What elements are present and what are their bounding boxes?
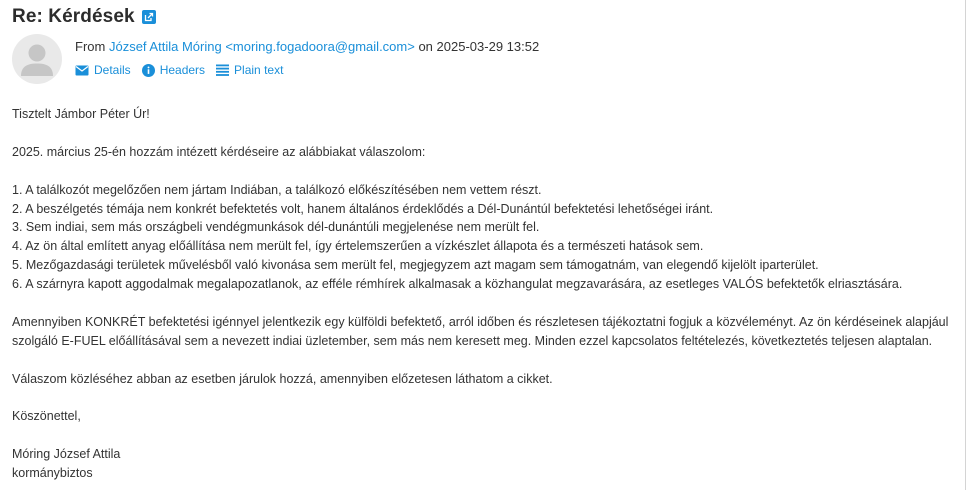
message-subject: Re: Kérdések xyxy=(12,6,135,27)
date-prefix: on xyxy=(418,39,433,54)
user-silhouette-icon xyxy=(12,34,62,84)
answer-item: 4. Az ön által említett anyag előállítása nem merült fel, így értelemszerűen a vízkészlet állapota és a természeti hatások sem. xyxy=(12,239,704,254)
headers-button[interactable] xyxy=(142,63,205,77)
signature-name: Móring József Attila xyxy=(12,447,121,462)
intro-line: 2025. március 25-én hozzám intézett kérdéseire az alábbiakat válaszolom: xyxy=(12,144,426,159)
from-line xyxy=(75,39,539,54)
envelope-icon xyxy=(75,65,89,76)
details-button[interactable] xyxy=(75,63,131,77)
closing: Köszönettel, xyxy=(12,409,81,424)
answer-item: 1. A találkozót megelőzően nem jártam Indiában, a találkozó előkészítésében nem vettem részt. xyxy=(12,182,542,197)
scrollbar-track[interactable] xyxy=(965,0,966,490)
text-lines-icon xyxy=(216,64,229,76)
subject-row xyxy=(12,6,949,28)
plain-text-button[interactable] xyxy=(216,63,283,77)
details-label: Details xyxy=(94,63,131,77)
message-date: 2025-03-29 13:52 xyxy=(436,39,540,54)
message-header xyxy=(12,6,949,77)
avatar xyxy=(12,34,62,84)
sender-block xyxy=(12,34,912,94)
paragraph-consent: Válaszom közléséhez abban az esetben járulok hozzá, amennyiben előzetesen láthatom a cikket. xyxy=(12,371,553,386)
answer-item: 6. A szárnyra kapott aggodalmak megalapozatlanok, az efféle rémhírek alkalmasak a közhangulat megzavarására, az esetleges VALÓS befektetők elriasztására. xyxy=(12,277,903,292)
from-label: From xyxy=(75,39,106,54)
message-body xyxy=(12,105,957,483)
headers-label: Headers xyxy=(159,63,206,77)
sender-name-link[interactable]: József Attila Móring xyxy=(108,39,222,54)
answer-item: 2. A beszélgetés témája nem konkrét befektetés volt, hanem általános érdeklődés a Dél-Dunántúl befektetési lehetőségei iránt. xyxy=(12,201,714,216)
header-actions xyxy=(75,63,294,77)
open-in-new-window-icon[interactable] xyxy=(142,10,156,24)
plain-text-label: Plain text xyxy=(234,63,284,77)
sender-email-link[interactable]: <moring.fogadoora@gmail.com> xyxy=(225,39,415,54)
answer-item: 5. Mezőgazdasági területek művelésből való kivonása sem merült fel, megjegyzem azt magam sem támogatnám, van elegendő kijelölt iparterület. xyxy=(12,258,819,273)
greeting: Tisztelt Jámbor Péter Úr! xyxy=(12,107,150,121)
signature-title: kormánybiztos xyxy=(12,466,93,481)
info-icon xyxy=(142,64,155,77)
paragraph-investment: Amennyiben KONKRÉT befektetési igénnyel jelentkezik egy külföldi befektető, arról időben és részletesen tájékoztatni fogjuk a közvéleményt. Az ön kérdéseinek alapjául szolgáló E-FUEL előállításával sem a nevezett indiai üzletember, sem más nem keresett meg. Minden ezzel kapcsolatos feltételezés, következtetés teljesen alaptalan. xyxy=(12,314,949,348)
answer-item: 3. Sem indiai, sem más országbeli vendégmunkások dél-dunántúli megjelenése nem merült fel. xyxy=(12,220,540,235)
